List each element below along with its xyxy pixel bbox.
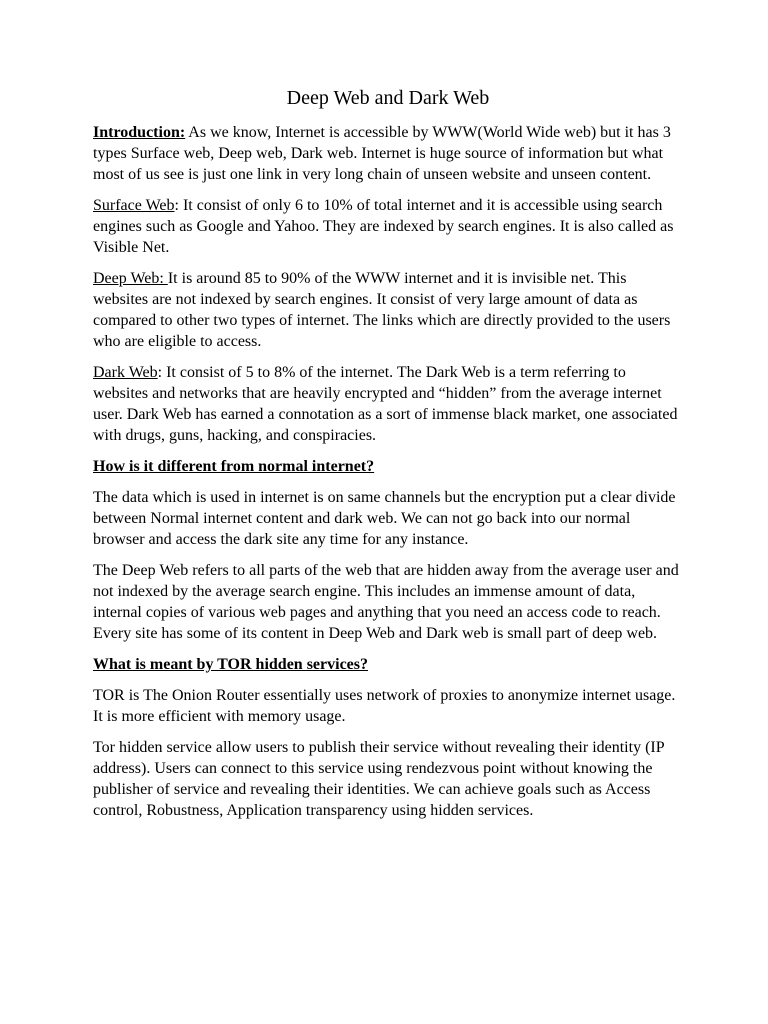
intro-label: Introduction: [93,124,186,141]
section-heading-tor: What is meant by TOR hidden services? [93,656,368,673]
section-heading-difference: How is it different from normal internet? [93,458,375,475]
surface-web-paragraph [93,195,683,258]
tor-paragraph-2: Tor hidden service allow users to publish their service without revealing their identity (IP address). Users can connect to this service using rendezvous point without knowing the publisher of service and revealing their identities. We can achieve goals such as Access control, Robustness, Application transparency using hidden services. [93,739,665,819]
difference-paragraph-1: The data which is used in internet is on same channels but the encryption put a clear divide between Normal internet content and dark web. We can not go back into our normal browser and access the dark site any time for any instance. [93,489,676,548]
dark-web-text: : It consist of 5 to 8% of the internet. The Dark Web is a term referring to websites and networks that are heavily encrypted and “hidden” from the average internet user. Dark Web has earned a connotation as a sort of immense black market, one associated with drugs, guns, hacking, and conspiracies. [93,364,678,444]
intro-text: As we know, Internet is accessible by WWW(World Wide web) but it has 3 types Surface web, Deep web, Dark web. Internet is huge source of information but what most of us see is just one link in very long chain of unseen website and unseen content. [93,124,671,183]
deep-web-label: Deep Web: [93,270,168,287]
document-title: Deep Web and Dark Web [286,87,490,109]
surface-web-label: Surface Web [93,197,175,214]
tor-paragraph-1: TOR is The Onion Router essentially uses network of proxies to anonymize internet usage. It is more efficient with memory usage. [93,687,676,725]
document-page [93,86,683,831]
deep-web-paragraph [93,268,683,352]
intro-paragraph [93,122,683,185]
deep-web-text: It is around 85 to 90% of the WWW internet and it is invisible net. This websites are not indexed by search engines. It consist of very large amount of data as compared to other two types of internet. The links which are directly provided to the users who are eligible to access. [93,270,671,350]
dark-web-label: Dark Web [93,364,158,381]
surface-web-text: : It consist of only 6 to 10% of total internet and it is accessible using search engines such as Google and Yahoo. They are indexed by search engines. It is also called as Visible Net. [93,197,674,256]
difference-paragraph-2: The Deep Web refers to all parts of the web that are hidden away from the average user and not indexed by the average search engine. This includes an immense amount of data, internal copies of various web pages and anything that you need an access code to reach. Every site has some of its content in Deep Web and Dark web is small part of deep web. [93,562,679,642]
dark-web-paragraph [93,362,683,446]
